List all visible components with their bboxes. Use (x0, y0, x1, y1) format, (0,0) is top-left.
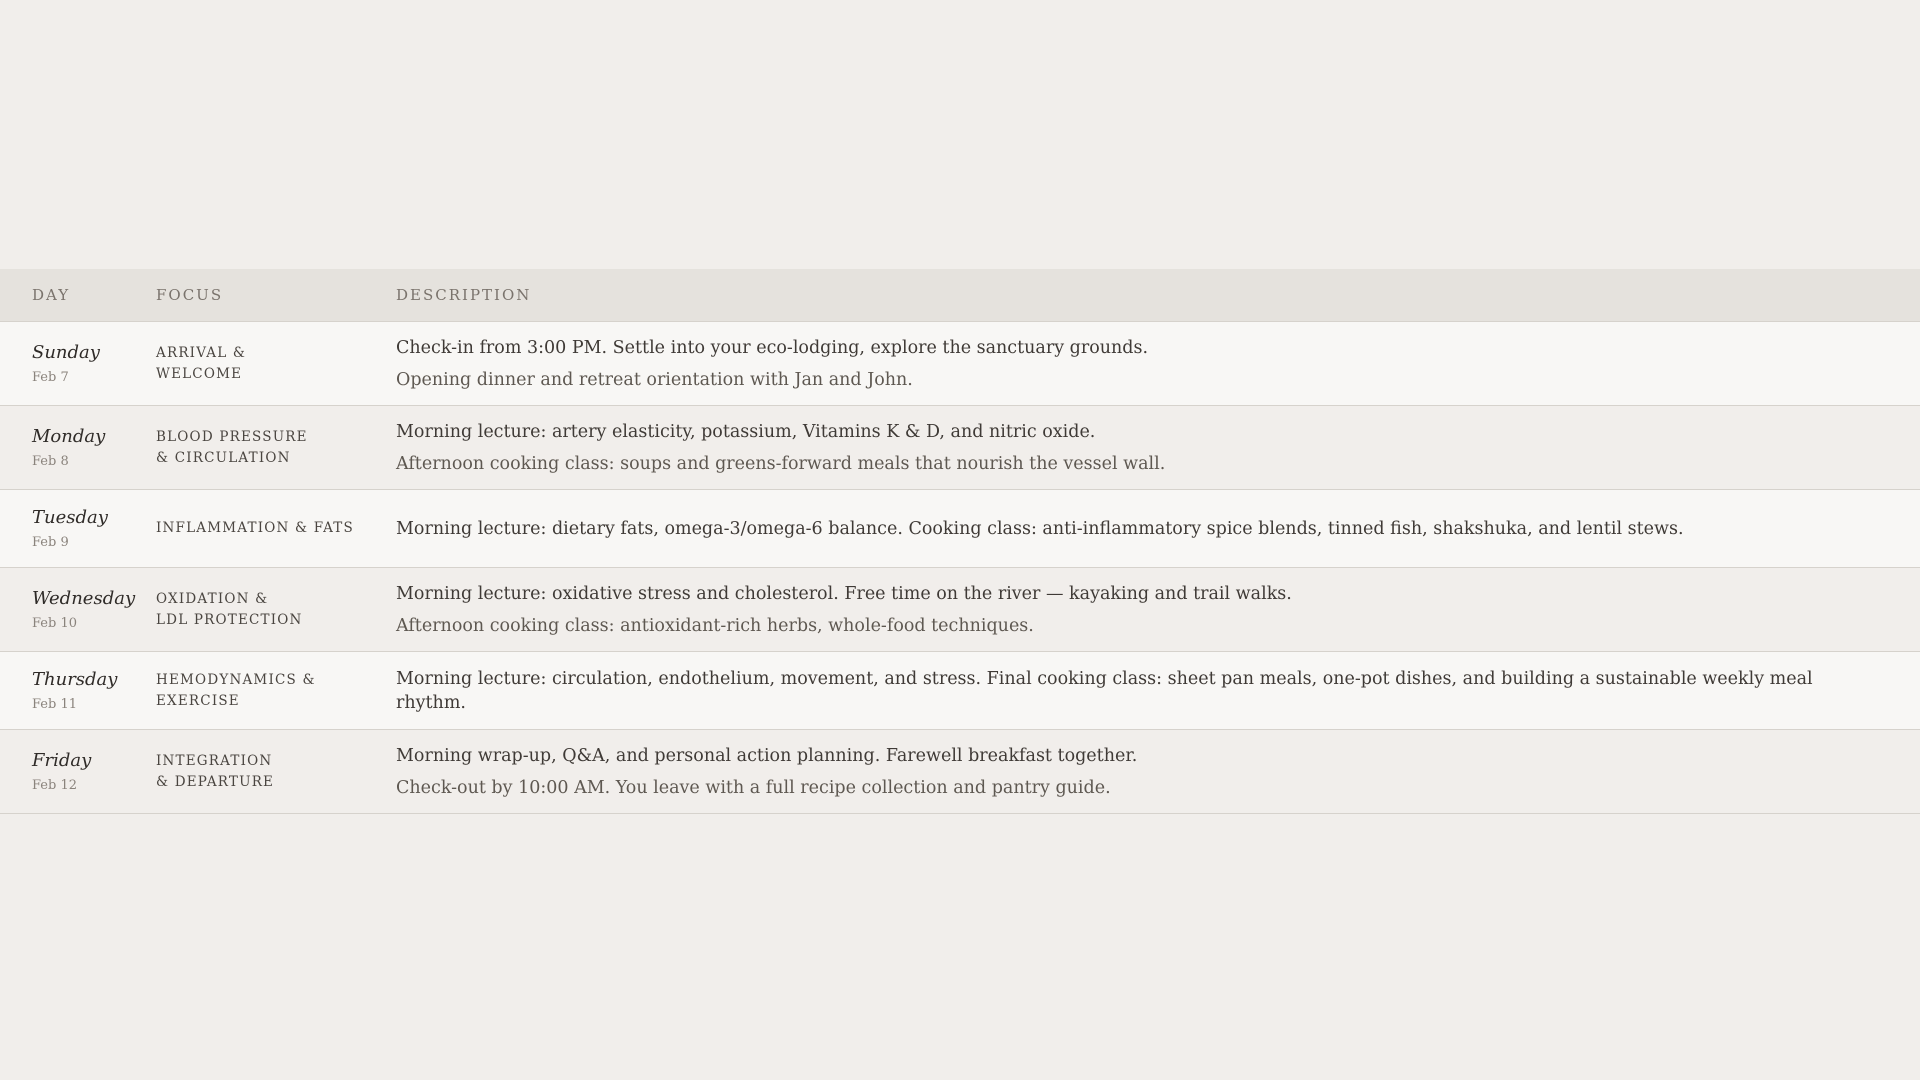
description-line: Afternoon cooking class: soups and greens-forward meals that nourish the vessel wall. (396, 453, 1166, 474)
description-cell (396, 420, 1920, 476)
day-date: Feb 11 (32, 696, 77, 712)
description-line: Check-in from 3:00 PM. Settle into your eco-lodging, explore the sanctuary grounds. (396, 337, 1149, 358)
description-line: Opening dinner and retreat orientation with Jan and John. (396, 369, 913, 390)
description-cell (396, 582, 1920, 638)
day-date: Feb 10 (32, 615, 77, 631)
table-row (0, 406, 1920, 490)
description-line: Morning lecture: artery elasticity, potassium, Vitamins K & D, and nitric oxide. (396, 421, 1096, 442)
table-row (0, 568, 1920, 652)
focus-cell (156, 751, 396, 793)
day-cell (0, 588, 156, 631)
focus-label: INFLAMMATION & FATS (156, 520, 354, 536)
header-focus: FOCUS (156, 286, 224, 304)
day-cell (0, 669, 156, 712)
focus-label: BLOOD PRESSURE & CIRCULATION (156, 428, 308, 466)
header-description: DESCRIPTION (396, 286, 532, 304)
description-cell (396, 667, 1920, 715)
focus-cell (156, 518, 396, 539)
day-cell (0, 750, 156, 793)
day-name: Monday (32, 425, 106, 447)
description-line: Morning lecture: circulation, endothelium, movement, and stress. Final cooking class: sheet pan meals, one-pot dishes, and building a sustainable weekly meal rhythm. (396, 668, 1813, 713)
table-row (0, 322, 1920, 406)
focus-cell (156, 589, 396, 631)
description-cell (396, 517, 1920, 541)
day-date: Feb 12 (32, 777, 77, 793)
day-cell (0, 342, 156, 385)
table-row (0, 652, 1920, 730)
day-name: Wednesday (32, 587, 136, 609)
focus-label: ARRIVAL & WELCOME (156, 344, 247, 382)
description-line: Morning wrap-up, Q&A, and personal action planning. Farewell breakfast together. (396, 745, 1138, 766)
schedule-table (0, 269, 1920, 814)
description-cell (396, 336, 1920, 392)
day-name: Thursday (32, 668, 118, 690)
focus-cell (156, 343, 396, 385)
table-header (0, 269, 1920, 322)
description-line: Morning lecture: oxidative stress and cholesterol. Free time on the river — kayaking and trail walks. (396, 583, 1292, 604)
table-row (0, 490, 1920, 568)
focus-cell (156, 427, 396, 469)
focus-label: HEMODYNAMICS & EXERCISE (156, 671, 316, 709)
day-name: Friday (32, 749, 92, 771)
focus-label: OXIDATION & LDL PROTECTION (156, 590, 303, 628)
day-cell (0, 426, 156, 469)
day-name: Sunday (32, 341, 100, 363)
day-date: Feb 8 (32, 453, 69, 469)
focus-label: INTEGRATION & DEPARTURE (156, 752, 275, 790)
description-line: Check-out by 10:00 AM. You leave with a full recipe collection and pantry guide. (396, 777, 1111, 798)
day-name: Tuesday (32, 506, 108, 528)
description-cell (396, 744, 1920, 800)
focus-cell (156, 670, 396, 712)
table-row (0, 730, 1920, 814)
day-cell (0, 507, 156, 550)
day-date: Feb 9 (32, 534, 69, 550)
header-day: DAY (32, 286, 71, 304)
day-date: Feb 7 (32, 369, 69, 385)
description-line: Afternoon cooking class: antioxidant-rich herbs, whole-food techniques. (396, 615, 1034, 636)
description-line: Morning lecture: dietary fats, omega-3/omega-6 balance. Cooking class: anti-inflammatory spice blends, tinned fish, shakshuka, and lentil stews. (396, 518, 1684, 539)
